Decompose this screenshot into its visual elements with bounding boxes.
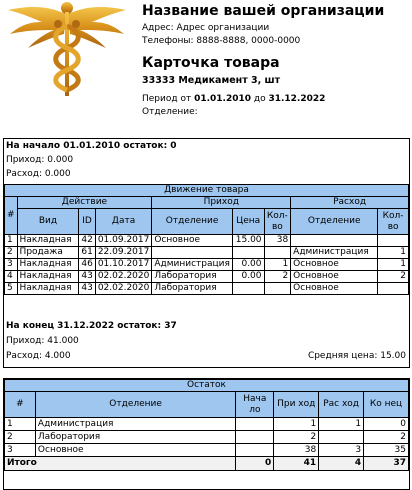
row-price: 0.00 bbox=[232, 259, 264, 271]
col-income-qty: Кол-во bbox=[264, 209, 291, 235]
row-income-dept: Администрация bbox=[152, 259, 233, 271]
caduceus-logo bbox=[2, 0, 132, 98]
row-expense-dept bbox=[291, 235, 378, 247]
row-date: 02.02.2020 bbox=[95, 283, 152, 295]
col-expense-qty: Кол-во bbox=[378, 209, 409, 235]
group-action: Действие bbox=[17, 197, 152, 209]
balance-row-end: 35 bbox=[364, 444, 409, 457]
balance-row-dept: Основное bbox=[35, 444, 235, 457]
row-income-qty: 1 bbox=[264, 259, 291, 271]
row-expense-dept: Администрация bbox=[291, 247, 378, 259]
balance-row-out bbox=[319, 431, 364, 444]
movement-row bbox=[5, 271, 409, 283]
row-expense-dept: Основное bbox=[291, 283, 378, 295]
group-income: Приход bbox=[152, 197, 291, 209]
row-expense-qty: 1 bbox=[378, 259, 409, 271]
col-price: Цена bbox=[232, 209, 264, 235]
row-expense-qty bbox=[378, 283, 409, 295]
movement-title: Движение товара bbox=[5, 185, 409, 197]
row-expense-dept: Основное bbox=[291, 271, 378, 283]
period-prefix: Период от bbox=[142, 94, 195, 104]
row-date: 01.09.2017 bbox=[95, 235, 152, 247]
balance-row-num: 3 bbox=[5, 444, 36, 457]
balance-total-out: 4 bbox=[319, 457, 364, 471]
col-kind: Вид bbox=[17, 209, 79, 235]
balance-row-dept: Лаборатория bbox=[35, 431, 235, 444]
start-balance: На начало 01.01.2010 остаток: 0 bbox=[6, 141, 177, 151]
movement-row bbox=[5, 247, 409, 259]
balance-total-row bbox=[5, 457, 409, 471]
period-to: 31.12.2022 bbox=[268, 94, 326, 104]
row-kind: Накладная bbox=[17, 283, 79, 295]
row-date: 01.10.2017 bbox=[95, 259, 152, 271]
row-income-qty: 2 bbox=[264, 271, 291, 283]
row-price: 15.00 bbox=[232, 235, 264, 247]
balance-total-end: 37 bbox=[364, 457, 409, 471]
movement-section bbox=[3, 138, 410, 368]
balance-row-dept: Администрация bbox=[35, 418, 235, 431]
row-expense-dept: Основное bbox=[291, 259, 378, 271]
row-income-qty: 38 bbox=[264, 235, 291, 247]
row-price: 0.00 bbox=[232, 271, 264, 283]
col-date: Дата bbox=[95, 209, 152, 235]
period bbox=[142, 94, 325, 104]
movement-row bbox=[5, 283, 409, 295]
row-income-qty bbox=[264, 247, 291, 259]
card-title: Карточка товара bbox=[142, 55, 280, 71]
balance-col-in: При ход bbox=[274, 392, 319, 418]
balance-row-num: 2 bbox=[5, 431, 36, 444]
row-expense-qty bbox=[378, 235, 409, 247]
end-income: Приход: 41.000 bbox=[6, 336, 79, 346]
organization-phones: Телефоны: 8888-8888, 0000-0000 bbox=[142, 36, 301, 46]
balance-title: Остаток bbox=[5, 380, 409, 392]
balance-total-in: 41 bbox=[274, 457, 319, 471]
row-expense-qty: 1 bbox=[378, 247, 409, 259]
row-kind: Накладная bbox=[17, 259, 79, 271]
col-num: # bbox=[5, 197, 18, 235]
balance-row bbox=[5, 431, 409, 444]
row-id: 46 bbox=[79, 259, 95, 271]
balance-col-end: Ко нец bbox=[364, 392, 409, 418]
movement-row bbox=[5, 259, 409, 271]
row-num: 1 bbox=[5, 235, 18, 247]
col-expense-dept: Отделение bbox=[291, 209, 378, 235]
row-kind: Накладная bbox=[17, 271, 79, 283]
balance-col-out: Рас ход bbox=[319, 392, 364, 418]
row-id: 43 bbox=[79, 271, 95, 283]
row-date: 02.02.2020 bbox=[95, 271, 152, 283]
product-name: 33333 Медикамент 3, шт bbox=[142, 75, 281, 86]
row-income-dept: Основное bbox=[152, 235, 233, 247]
balance-col-dept: Отделение bbox=[35, 392, 235, 418]
row-income-qty bbox=[264, 283, 291, 295]
start-income: Приход: 0.000 bbox=[6, 155, 74, 165]
balance-row-out: 1 bbox=[319, 418, 364, 431]
end-balance: На конец 31.12.2022 остаток: 37 bbox=[6, 321, 177, 331]
balance-row-in: 2 bbox=[274, 431, 319, 444]
balance-row-start bbox=[236, 431, 274, 444]
row-price bbox=[232, 247, 264, 259]
movement-row bbox=[5, 235, 409, 247]
balance-col-start: Нача ло bbox=[236, 392, 274, 418]
start-expense: Расход: 0.000 bbox=[6, 169, 71, 179]
end-expense: Расход: 4.000 bbox=[6, 351, 71, 361]
balance-row-in: 1 bbox=[274, 418, 319, 431]
row-num: 4 bbox=[5, 271, 18, 283]
balance-total-label: Итого bbox=[5, 457, 236, 471]
movement-table bbox=[4, 184, 409, 295]
row-id: 43 bbox=[79, 283, 95, 295]
department-label: Отделение: bbox=[142, 107, 198, 117]
organization-address: Адрес: Адрес организации bbox=[142, 23, 270, 33]
row-income-dept: Лаборатория bbox=[152, 283, 233, 295]
balance-col-num: # bbox=[5, 392, 36, 418]
average-price: Средняя цена: 15.00 bbox=[307, 351, 406, 361]
balance-total-start: 0 bbox=[236, 457, 274, 471]
balance-row-out: 3 bbox=[319, 444, 364, 457]
balance-table bbox=[4, 379, 409, 471]
row-kind: Накладная bbox=[17, 235, 79, 247]
period-from: 01.01.2010 bbox=[194, 94, 252, 104]
balance-section bbox=[3, 378, 410, 490]
balance-row-start bbox=[236, 444, 274, 457]
balance-row-end: 2 bbox=[364, 431, 409, 444]
row-num: 3 bbox=[5, 259, 18, 271]
period-mid: до bbox=[251, 94, 269, 104]
balance-row-num: 1 bbox=[5, 418, 36, 431]
row-id: 42 bbox=[79, 235, 95, 247]
row-num: 2 bbox=[5, 247, 18, 259]
row-kind: Продажа bbox=[17, 247, 79, 259]
group-expense: Расход bbox=[291, 197, 409, 209]
balance-row bbox=[5, 418, 409, 431]
balance-row-end: 0 bbox=[364, 418, 409, 431]
row-id: 61 bbox=[79, 247, 95, 259]
row-date: 22.09.2017 bbox=[95, 247, 152, 259]
balance-row-start bbox=[236, 418, 274, 431]
col-income-dept: Отделение bbox=[152, 209, 233, 235]
organization-name: Название вашей организации bbox=[142, 3, 385, 19]
row-expense-qty: 2 bbox=[378, 271, 409, 283]
balance-row-in: 38 bbox=[274, 444, 319, 457]
col-id: ID bbox=[79, 209, 95, 235]
row-income-dept bbox=[152, 247, 233, 259]
row-price bbox=[232, 283, 264, 295]
balance-row bbox=[5, 444, 409, 457]
row-income-dept: Лаборатория bbox=[152, 271, 233, 283]
row-num: 5 bbox=[5, 283, 18, 295]
